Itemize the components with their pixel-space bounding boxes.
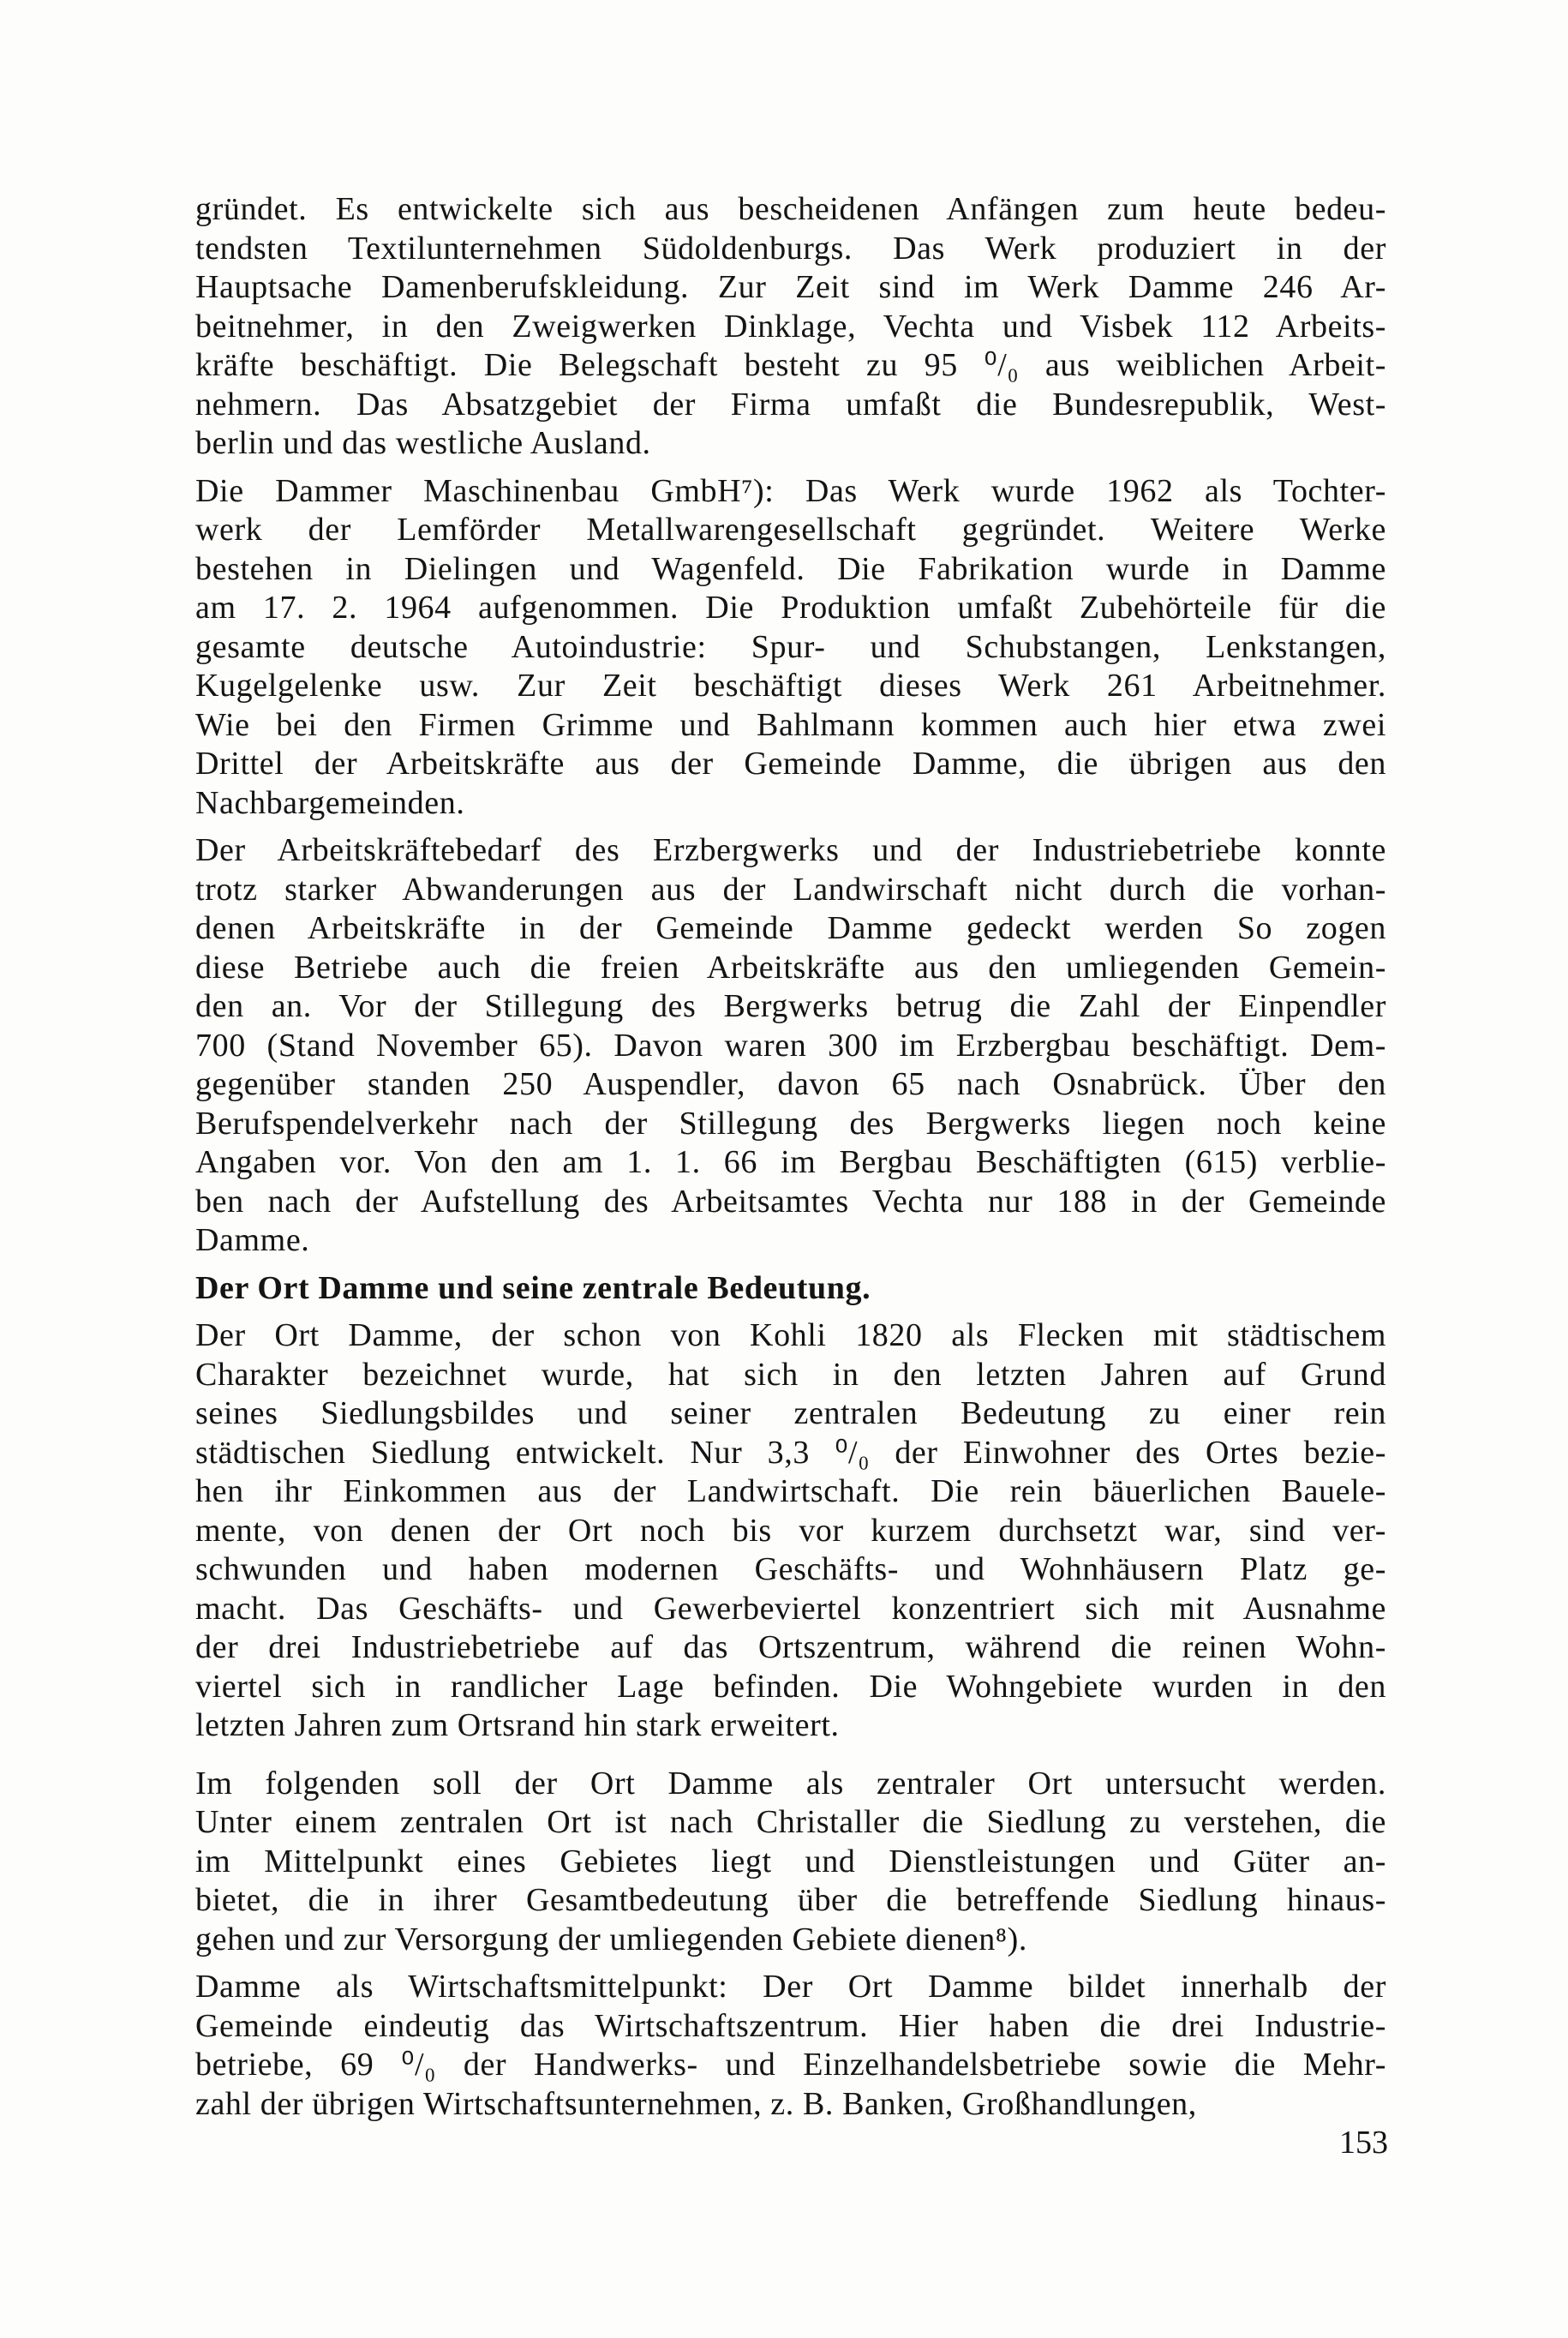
- text-line: Hauptsache Damenberufskleidung. Zur Zeit sind im Werk Damme 246 Ar-: [195, 269, 1386, 305]
- page-number: 153: [1339, 2125, 1388, 2161]
- paragraph: [195, 190, 1386, 464]
- paragraph: [195, 1968, 1386, 2124]
- text-line: Gemeinde eindeutig das Wirtschaftszentrum. Hier haben die drei Industrie-: [195, 2007, 1386, 2044]
- text-line: macht. Das Geschäfts- und Gewerbeviertel konzentriert sich mit Ausnahme: [195, 1590, 1386, 1627]
- paragraph-spacer: [195, 1746, 1386, 1765]
- text-line: gegenüber standen 250 Auspendler, davon 65 nach Osnabrück. Über den: [195, 1066, 1386, 1102]
- body-text: [195, 190, 1386, 2124]
- heading-line: Der Ort Damme und seine zentrale Bedeutung.: [195, 1269, 871, 1306]
- text-line: 700 (Stand November 65). Davon waren 300 im Erzbergbau beschäftigt. Dem-: [195, 1027, 1386, 1064]
- text-line: diese Betriebe auch die freien Arbeitskräfte aus den umliegenden Gemein-: [195, 949, 1386, 986]
- text-line: Charakter bezeichnet wurde, hat sich in den letzten Jahren auf Grund: [195, 1356, 1386, 1393]
- text-line: mente, von denen der Ort noch bis vor kurzem durchsetzt war, sind ver-: [195, 1512, 1386, 1549]
- paragraph-spacer: [195, 1261, 1386, 1269]
- text-line: Drittel der Arbeitskräfte aus der Gemeinde Damme, die übrigen aus den: [195, 746, 1386, 782]
- text-line: Damme.: [195, 1222, 310, 1258]
- text-line: bestehen in Dielingen und Wagenfeld. Die Fabrikation wurde in Damme: [195, 550, 1386, 587]
- paragraph: [195, 1316, 1386, 1746]
- text-line: nehmern. Das Absatzgebiet der Firma umfaßt die Bundesrepublik, West-: [195, 386, 1386, 423]
- text-line: trotz starker Abwanderungen aus der Landwirschaft nicht durch die vorhan-: [195, 871, 1386, 908]
- paragraph: [195, 1765, 1386, 1960]
- text-line: hen ihr Einkommen aus der Landwirtschaft. Die rein bäuerlichen Bauele-: [195, 1473, 1386, 1509]
- paragraph-spacer: [195, 1308, 1386, 1316]
- paragraph: [195, 472, 1386, 824]
- text-line: Angaben vor. Von den am 1. 1. 66 im Bergbau Beschäftigten (615) verblie-: [195, 1144, 1386, 1180]
- text-line: Unter einem zentralen Ort ist nach Christaller die Siedlung zu verstehen, die: [195, 1804, 1386, 1840]
- paragraph-spacer: [195, 823, 1386, 831]
- text-line: berlin und das westliche Ausland.: [195, 425, 651, 461]
- section-heading: [195, 1269, 1386, 1309]
- text-line: Kugelgelenke usw. Zur Zeit beschäftigt dieses Werk 261 Arbeitnehmer.: [195, 668, 1386, 704]
- text-line: schwunden und haben modernen Geschäfts- und Wohnhäusern Platz ge-: [195, 1551, 1386, 1587]
- text-line: beitnehmer, in den Zweigwerken Dinklage, Vechta und Visbek 112 Arbeits-: [195, 308, 1386, 345]
- text-line: Nachbargemeinden.: [195, 784, 465, 821]
- paragraph-spacer: [195, 464, 1386, 472]
- text-line: gründet. Es entwickelte sich aus bescheidenen Anfängen zum heute bedeu-: [195, 191, 1386, 227]
- text-line: bietet, die in ihrer Gesamtbedeutung über die betreffende Siedlung hinaus-: [195, 1882, 1386, 1918]
- text-line: seines Siedlungsbildes und seiner zentralen Bedeutung zu einer rein: [195, 1395, 1386, 1431]
- text-line: Die Dammer Maschinenbau GmbH⁷): Das Werk wurde 1962 als Tochter-: [195, 472, 1386, 509]
- text-line: Im folgenden soll der Ort Damme als zentraler Ort untersucht werden.: [195, 1765, 1386, 1801]
- text-line: gesamte deutsche Autoindustrie: Spur- und Schubstangen, Lenkstangen,: [195, 628, 1386, 665]
- text-line: der drei Industriebetriebe auf das Ortszentrum, während die reinen Wohn-: [195, 1629, 1386, 1665]
- text-line: ben nach der Aufstellung des Arbeitsamtes Vechta nur 188 in der Gemeinde: [195, 1183, 1386, 1220]
- text-line: tendsten Textilunternehmen Südoldenburgs. Das Werk produziert in der: [195, 230, 1386, 267]
- paragraph: [195, 831, 1386, 1261]
- text-line: Der Ort Damme, der schon von Kohli 1820 als Flecken mit städtischem: [195, 1317, 1386, 1353]
- text-line: Berufspendelverkehr nach der Stillegung des Bergwerks liegen noch keine: [195, 1105, 1386, 1142]
- text-line: Der Arbeitskräftebedarf des Erzbergwerks und der Industriebetriebe konnte: [195, 832, 1386, 868]
- text-line: am 17. 2. 1964 aufgenommen. Die Produktion umfaßt Zubehörteile für die: [195, 590, 1386, 626]
- text-line: letzten Jahren zum Ortsrand hin stark erweitert.: [195, 1707, 840, 1743]
- text-line: im Mittelpunkt eines Gebietes liegt und Dienstleistungen und Güter an-: [195, 1843, 1386, 1879]
- text-line: den an. Vor der Stillegung des Bergwerks betrug die Zahl der Einpendler: [195, 988, 1386, 1024]
- text-line: städtischen Siedlung entwickelt. Nur 3,3 ⁰/₀ der Einwohner des Ortes bezie-: [195, 1434, 1386, 1471]
- text-line: Damme als Wirtschaftsmittelpunkt: Der Ort Damme bildet innerhalb der: [195, 1969, 1386, 2005]
- text-line: Wie bei den Firmen Grimme und Bahlmann kommen auch hier etwa zwei: [195, 706, 1386, 743]
- text-line: zahl der übrigen Wirtschaftsunternehmen, z. B. Banken, Großhandlungen,: [195, 2085, 1197, 2122]
- paragraph-spacer: [195, 1959, 1386, 1968]
- text-line: viertel sich in randlicher Lage befinden. Die Wohngebiete wurden in den: [195, 1668, 1386, 1705]
- text-line: denen Arbeitskräfte in der Gemeinde Damme gedeckt werden So zogen: [195, 910, 1386, 946]
- text-line: betriebe, 69 ⁰/₀ der Handwerks- und Einzelhandelsbetriebe sowie die Mehr-: [195, 2047, 1386, 2083]
- text-line: kräfte beschäftigt. Die Belegschaft besteht zu 95 ⁰/₀ aus weiblichen Arbeit-: [195, 347, 1386, 383]
- text-line: werk der Lemförder Metallwarengesellschaft gegründet. Weitere Werke: [195, 512, 1386, 548]
- text-line: gehen und zur Versorgung der umliegenden Gebiete dienen⁸).: [195, 1921, 1028, 1957]
